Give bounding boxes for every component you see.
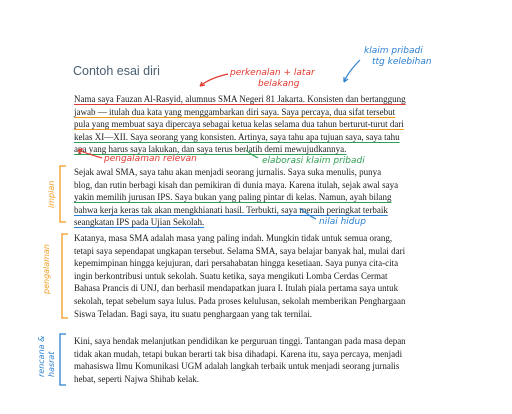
text-line: pula yang membuat saya dipercaya sebagai ketua kelas selama dua tahun berturut-turut dari: [74, 119, 404, 130]
text-line: tidak akan mudah, tetapi bukan berarti tak bisa dihadapi. Karena itu, saya percaya, menjadi: [74, 348, 403, 359]
document-title: Contoh esai diri: [73, 64, 160, 78]
text-line: hebat, seperti Najwa Shihab kelak.: [74, 373, 199, 384]
paragraph-introduction: [74, 93, 506, 156]
red-arrow-icon: [200, 74, 228, 86]
text-line: Siswa Teladan. Bagi saya, itu suatu penghargaan yang tak ternilai.: [74, 308, 312, 319]
text-line: ingin berkontribusi untuk sekolah. Suatu ketika, saya mengikuti Lomba Cerdas Cermat: [74, 270, 388, 281]
text-line: bahwa kerja keras tak akan mengkhianati hasil. Terbukti, saya meraih peringkat terbaik: [74, 204, 388, 215]
bracket-pengalaman: [62, 234, 68, 318]
text-line: apa yang harus saya lakukan, dan saya terus berlatih demi mewujudkannya.: [74, 144, 347, 155]
annotation-pengalaman: pengalaman: [42, 244, 51, 294]
bracket-impian: [60, 166, 66, 222]
text-line: tetapi saya sependapat ungkapan tersebut. Selama SMA, saya belajar banyak hal, mulai dari: [74, 245, 406, 256]
bracket-rencana: [60, 334, 66, 385]
annotation-pengalaman-relevan: pengalaman relevan: [104, 154, 197, 164]
text-line: Katanya, masa SMA adalah masa yang paling indah. Mungkin tidak untuk semua orang,: [74, 233, 393, 243]
annotation-nilai-hidup: nilai hidup: [319, 217, 366, 227]
text-line: Bahasa Prancis di UNJ, dan berhasil mendapatkan juara I. Itulah piala pertama saya untuk: [74, 283, 399, 294]
annotation-rencana: rencana &: [37, 335, 46, 377]
text-line: jawab — itulah dua kata yang menggambarkan diri saya. Saya percaya, dua sifat tersebut: [74, 106, 396, 117]
paragraph-school-memories: [74, 232, 506, 320]
text-line: yakin memilih jurusan IPS. Saya bukan yang paling pintar di kelas. Namun, ayah bilang: [74, 192, 392, 203]
text-line: kepemimpinan hingga kejujuran, dari persahabatan hingga kesetiaan. Saya punya cita-cita: [74, 258, 399, 269]
annotation-hasrat: hasrat: [47, 351, 56, 377]
text-line: sekolah, tepat sebelum saya lulus. Pada proses kelulusan, sekolah memberikan Penghargaan: [74, 295, 406, 306]
annotation-elaborasi: elaborasi klaim pribadi: [262, 156, 365, 166]
text-line: seangkatan IPS pada Ujian Sekolah.: [74, 217, 205, 228]
text-line: blog, dan rutin berbagi kisah dan pemikiran di dunia maya. Karena itulah, sejak awal saya: [74, 179, 399, 190]
annotation-impian: impian: [47, 180, 56, 208]
annotation-belakang: belakang: [258, 79, 300, 89]
text-line: kelas XI—XII. Saya seorang yang konsisten. Artinya, saya tahu apa tujuan saya, saya tahu: [74, 131, 400, 142]
text-line: Sejak awal SMA, saya tahu akan menjadi seorang jurnalis. Saya suka menulis, punya: [74, 167, 382, 177]
paragraph-experience: [74, 166, 506, 229]
text-line: Nama saya Fauzan Al-Rasyid, alumnus SMA Negeri 81 Jakarta. Konsisten dan bertanggung: [74, 94, 406, 104]
annotation-klaim-pribadi: klaim pribadi: [364, 46, 423, 56]
blue-arrow-icon: [344, 60, 360, 82]
text-line: mahasiswa Ilmu Komunikasi UGM adalah langkah terbaik untuk menjadi seorang jurnalis: [74, 361, 400, 372]
paragraph-future-plans: [74, 335, 506, 385]
annotation-ttg-kelebihan: ttg kelebihan: [372, 57, 432, 67]
text-line: Kini, saya hendak melanjutkan pendidikan ke perguruan tinggi. Tantangan pada masa depan: [74, 336, 406, 346]
annotation-perkenalan: perkenalan + latar: [230, 68, 315, 78]
